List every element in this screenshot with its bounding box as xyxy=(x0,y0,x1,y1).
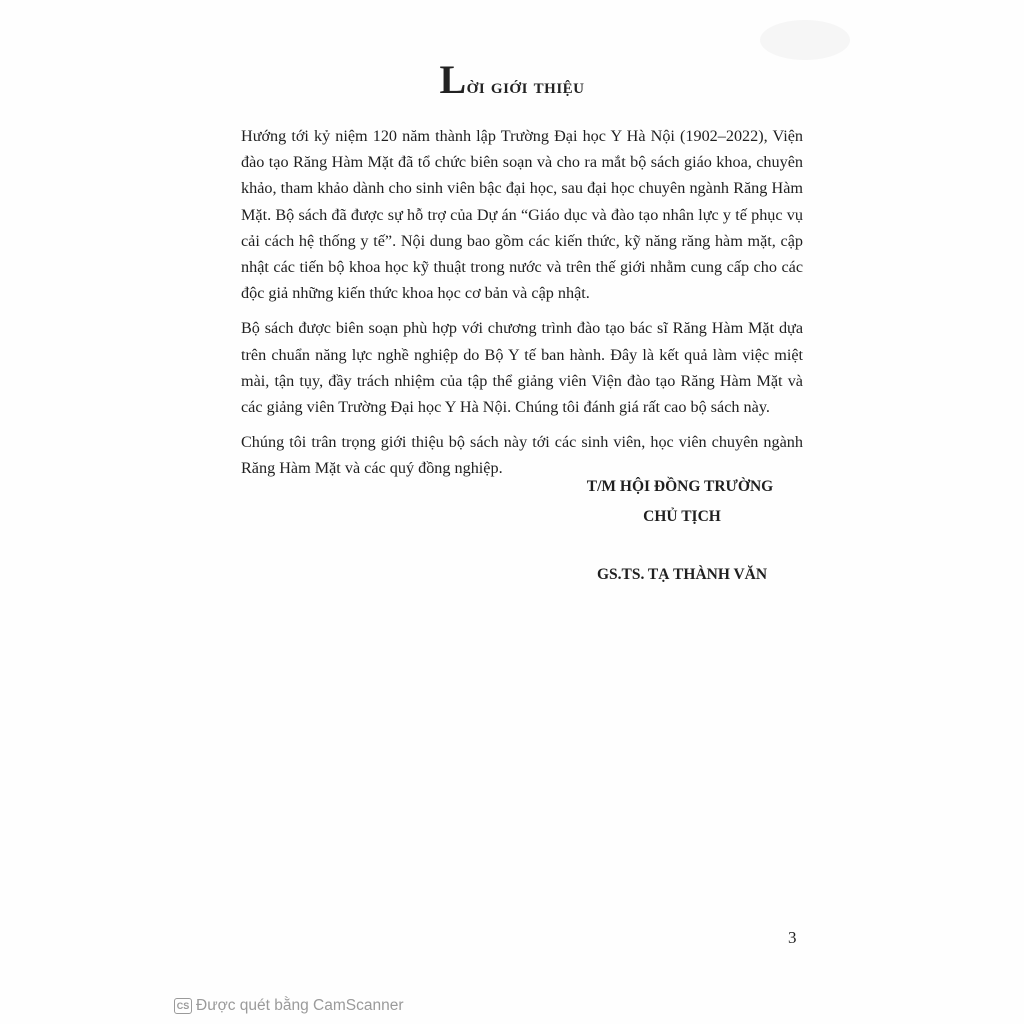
page-title xyxy=(0,57,1024,109)
watermark-text: Được quét bằng CamScanner xyxy=(196,997,404,1014)
signature-organization: T/M HỘI ĐỒNG TRƯỜNG xyxy=(586,478,774,495)
signature-name: GS.TS. TẠ THÀNH VĂN xyxy=(596,566,768,583)
camscanner-watermark xyxy=(174,997,404,1015)
paragraph-3: Chúng tôi trân trọng giới thiệu bộ sách này tới các sinh viên, học viên chuyên ngành Răng Hàm Mặt và các quý đồng nghiệp. xyxy=(241,433,803,478)
signature-role: CHỦ TỊCH xyxy=(643,508,721,525)
scan-artifact xyxy=(760,20,850,60)
camscanner-logo-icon: CS xyxy=(174,998,192,1014)
paragraph-2: Bộ sách được biên soạn phù hợp với chương trình đào tạo bác sĩ Răng Hàm Mặt dựa trên chuẩn năng lực nghề nghiệp do Bộ Y tế ban hành. Đây là kết quả làm việc miệt mài, tận tụy, đầy trách nhiệm của tập thể giảng viên Viện đào tạo Răng Hàm Mặt và các giảng viên Trường Đại học Y Hà Nội. Chúng tôi đánh giá rất cao bộ sách này. xyxy=(241,319,803,417)
title-rest: ời giới thiệu xyxy=(466,74,585,98)
title-initial: L xyxy=(439,57,467,102)
paragraph-1: Hướng tới kỷ niệm 120 năm thành lập Trường Đại học Y Hà Nội (1902–2022), Viện đào tạo Răng Hàm Mặt đã tổ chức biên soạn và cho ra mắt bộ sách giáo khoa, chuyên khảo, tham khảo dành cho sinh viên bậc đại học, sau đại học chuyên ngành Răng Hàm Mặt. Bộ sách đã được sự hỗ trợ của Dự án “Giáo dục và đào tạo nhân lực y tế phục vụ cải cách hệ thống y tế”. Nội dung bao gồm các kiến thức, kỹ năng răng hàm mặt, cập nhật các tiến bộ khoa học kỹ thuật trong nước và trên thế giới nhằm cung cấp cho các độc giả những kiến thức khoa học cơ bản và cập nhật. xyxy=(241,127,803,303)
body-text xyxy=(241,123,803,491)
page-number: 3 xyxy=(788,928,797,947)
